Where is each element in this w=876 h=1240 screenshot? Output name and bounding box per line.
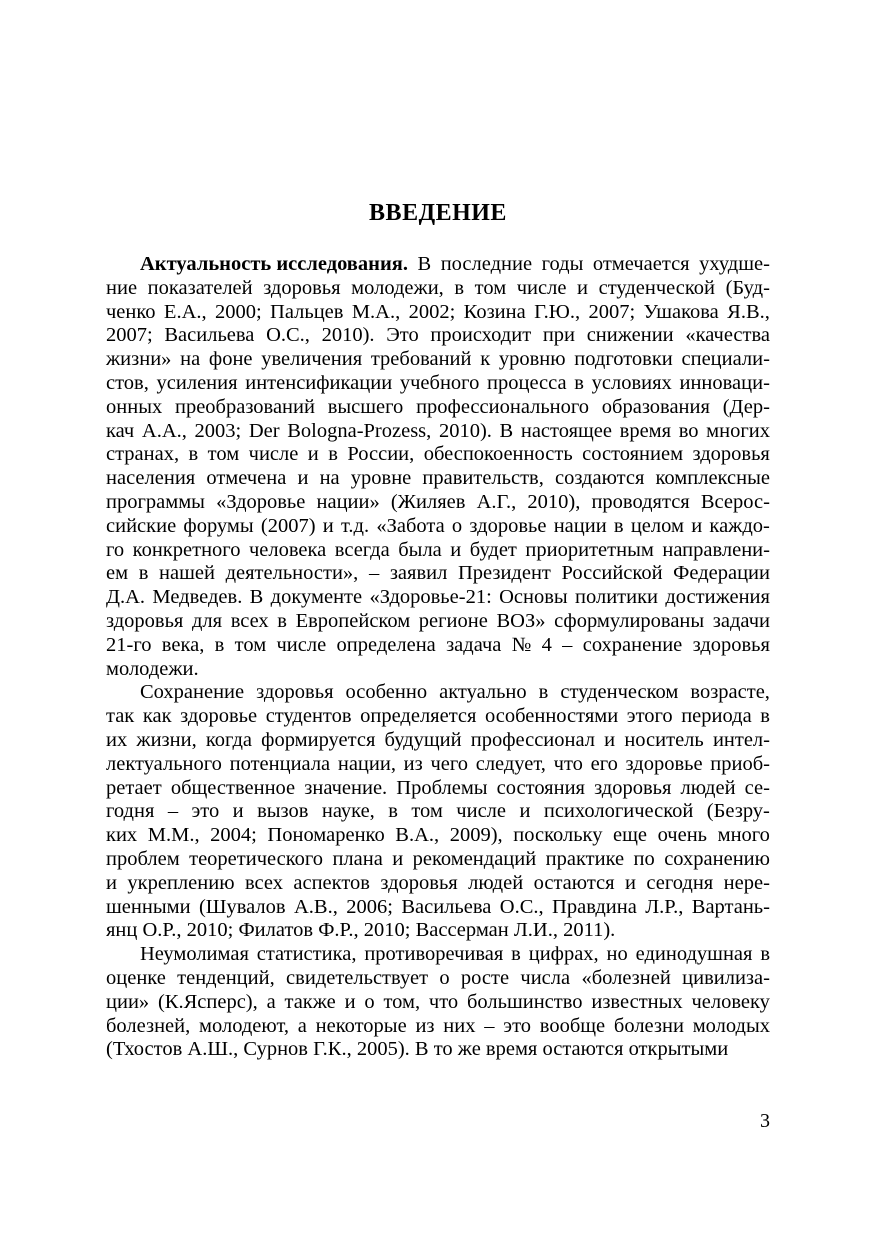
- text-line: онных преобразований высшего профессионального образования (Дер-: [106, 395, 770, 418]
- paragraph: [106, 943, 770, 1062]
- text-line: Сохранение здоровья особенно актуально в студенческом возрасте,: [140, 681, 770, 704]
- text-line: программы «Здоровье нации» (Жиляев А.Г., 2010), проводятся Всерос-: [106, 490, 770, 513]
- lead-phrase: Актуальность исследования.: [140, 253, 408, 275]
- text-line: (Тхостов А.Ш., Сурнов Г.К., 2005). В то же время остаются открытыми: [106, 1038, 729, 1061]
- text-line: населения отмечена и на уровне правительств, создаются комплексные: [106, 467, 770, 490]
- paragraph: [106, 253, 770, 681]
- text-line: сийские форумы (2007) и т.д. «Забота о здоровье нации в целом и каждо-: [106, 514, 770, 537]
- text-line: Актуальность исследования. В последние годы отмечается ухудше-: [140, 253, 770, 275]
- text-line: и укреплению всех аспектов здоровья людей остаются и сегодня нере-: [106, 871, 770, 894]
- text-line: их жизни, когда формируется будущий профессионал и носитель интел-: [106, 728, 770, 751]
- body-text: [106, 253, 770, 1062]
- text-line: янц О.Р., 2010; Филатов Ф.Р., 2010; Вассерман Л.И., 2011).: [106, 919, 616, 942]
- text-line: Д.А. Медведев. В документе «Здоровье-21: Основы политики достижения: [106, 586, 770, 609]
- text-line: странах, в том числе и в России, обеспокоенность состоянием здоровья: [106, 443, 770, 466]
- page-number: 3: [760, 1110, 770, 1132]
- text-line: ченко Е.А., 2000; Пальцев М.А., 2002; Козина Г.Ю., 2007; Ушакова Я.В.,: [106, 300, 770, 323]
- text-line: шенными (Шувалов А.В., 2006; Васильева О.С., Правдина Л.Р., Вартань-: [106, 895, 770, 918]
- text-line: ких М.М., 2004; Пономаренко В.А., 2009), поскольку еще очень много: [106, 824, 770, 847]
- page-title: ВВЕДЕНИЕ: [369, 200, 507, 226]
- text-line: 2007; Васильева О.С., 2010). Это происходит при снижении «качества: [106, 324, 770, 347]
- text-line: годня – это и вызов науке, в том числе и психологической (Безру-: [106, 800, 770, 823]
- text-line: ции» (К.Ясперс), а также и о том, что большинство известных человеку: [106, 990, 770, 1013]
- text-line: жизни» на фоне увеличения требований к уровню подготовки специали-: [106, 348, 770, 371]
- text-line: ем в нашей деятельности», – заявил Президент Российской Федерации: [106, 562, 770, 585]
- text-line: ретает общественное значение. Проблемы состояния здоровья людей се-: [106, 776, 770, 799]
- text-line: 21-го века, в том числе определена задача № 4 – сохранение здоровья: [106, 633, 770, 656]
- text-line: лектуального потенциала нации, из чего следует, что его здоровье приоб-: [106, 752, 770, 775]
- text-line: стов, усиления интенсификации учебного процесса в условиях инноваци-: [106, 371, 770, 394]
- text-line: кач А.А., 2003; Der Bologna-Prozess, 2010). В настоящее время во многих: [106, 419, 770, 442]
- text-line: проблем теоретического плана и рекомендаций практике по сохранению: [106, 847, 770, 870]
- text-line: го конкретного человека всегда была и будет приоритетным направлени-: [106, 538, 770, 561]
- text-line: болезней, молодеют, а некоторые из них – это вообще болезни молодых: [106, 1014, 770, 1037]
- text-line: здоровья для всех в Европейском регионе ВОЗ» сформулированы задачи: [106, 609, 770, 632]
- paragraph: [106, 681, 770, 943]
- text-line: оценке тенденций, свидетельствует о росте числа «болезней цивилиза-: [106, 966, 770, 989]
- text-line: Неумолимая статистика, противоречивая в цифрах, но единодушная в: [140, 943, 770, 966]
- text-line: молодежи.: [106, 657, 199, 680]
- text-line: так как здоровье студентов определяется особенностями этого периода в: [106, 705, 770, 728]
- text-line: ние показателей здоровья молодежи, в том числе и студенческой (Буд-: [106, 276, 770, 299]
